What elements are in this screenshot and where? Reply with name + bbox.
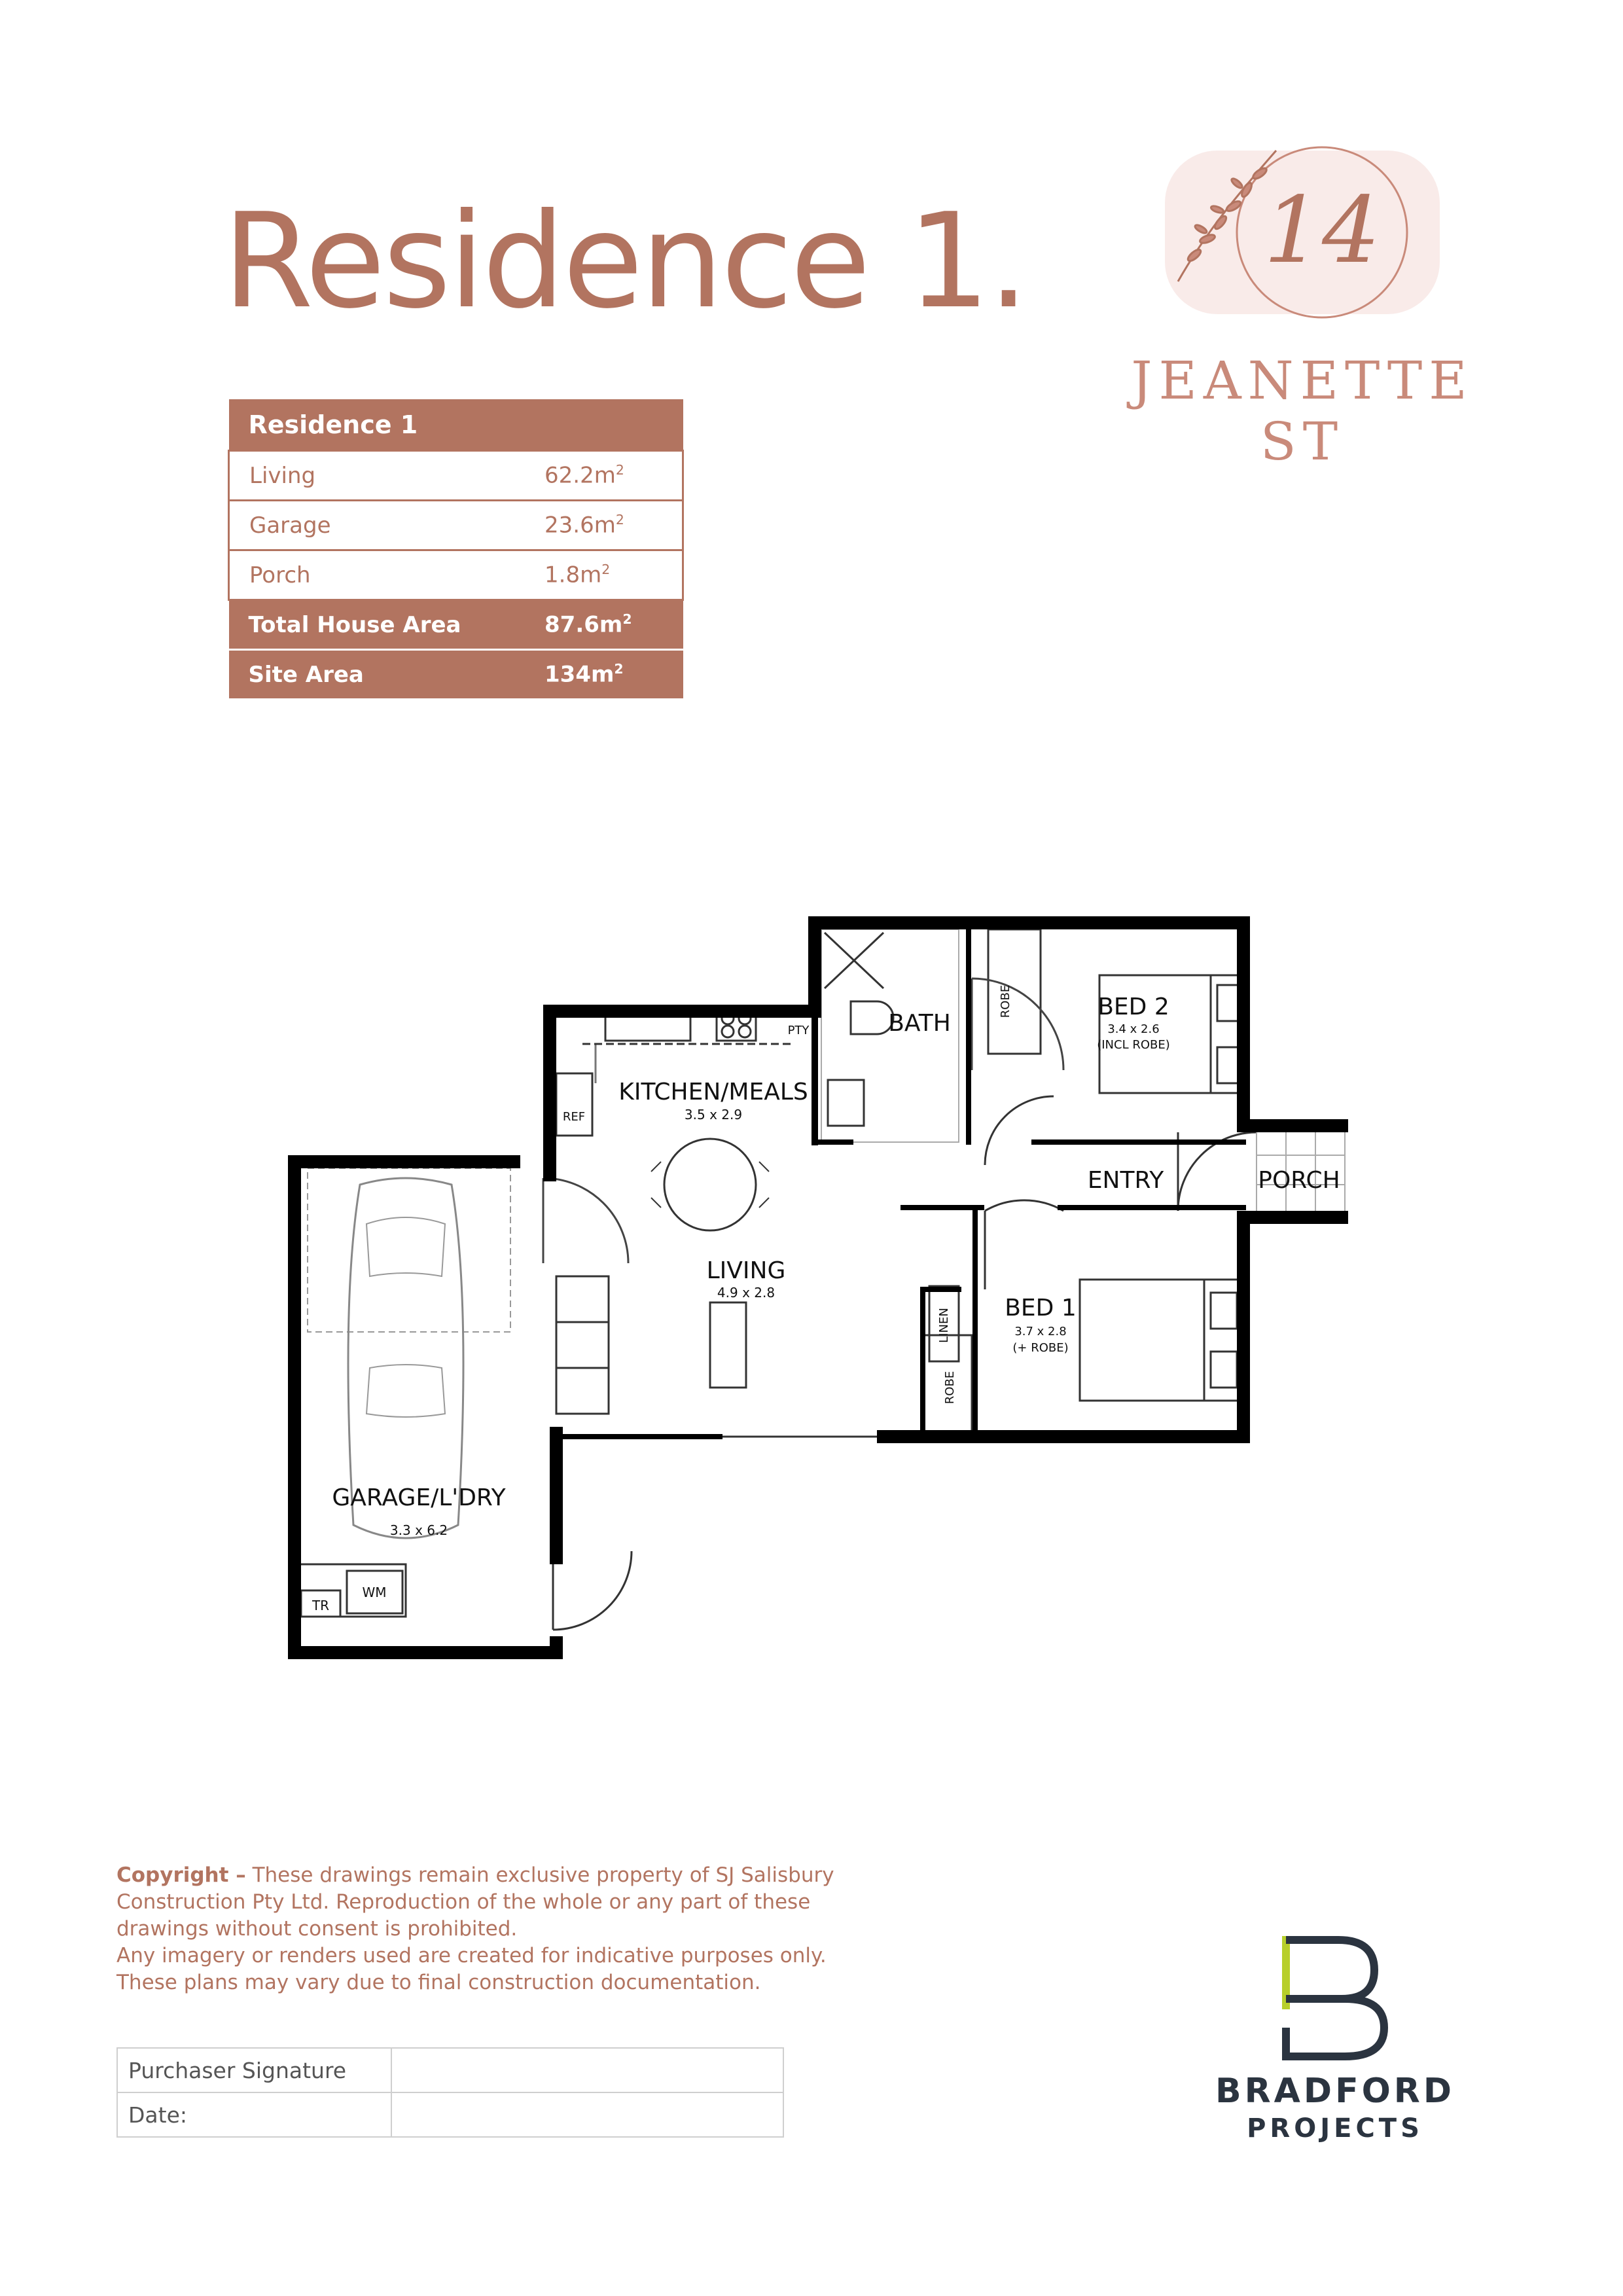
fixture-label-wm: WM [362,1585,387,1600]
fixture-label-linen: LINEN [937,1308,951,1343]
table-row [229,501,683,550]
room-dims-kitchen: 3.5 x 2.9 [684,1107,743,1122]
room-label-bed2: BED 2 [1097,994,1169,1020]
fixture-label-robe-bed2: ROBE [999,984,1012,1018]
floor-plan [275,910,1348,1669]
table-row [229,550,683,600]
table-row-site [229,650,683,700]
row-label: Site Area [229,650,526,700]
room-label-entry: ENTRY [1087,1167,1164,1194]
room-label-porch: PORCH [1258,1167,1340,1194]
row-value: $87.6m^2$ [525,600,683,650]
row-value: $62.2m^2$ [525,451,683,501]
room-dims-garage: 3.3 x 6.2 [389,1522,448,1538]
room-label-garage: GARAGE/L'DRY [332,1484,506,1511]
row-label: Living [229,451,526,501]
room-label-bed1: BED 1 [1005,1295,1077,1321]
logo-number: 14 [1263,177,1381,284]
bradford-logo-mark [1279,1936,1391,2060]
room-label-living: LIVING [706,1257,786,1284]
fixture-label-ref: REF [562,1110,586,1124]
copyright-label: Copyright – [116,1863,246,1887]
area-schedule-table [228,399,684,700]
row-value: $23.6m^2$ [525,501,683,550]
room-dims-bed2: 3.4 x 2.6 [1107,1022,1160,1036]
copyright-notice [116,1862,836,1996]
table-row [229,451,683,501]
fixture-label-tr: TR [312,1598,330,1613]
company-name-line2: PROJECTS [1247,2113,1423,2144]
room-dims-living: 4.9 x 2.8 [717,1285,776,1300]
row-label: Porch [229,550,526,600]
row-value: $134m^2$ [525,650,683,700]
table-header-row [229,399,683,451]
disclaimer-text: Any imagery or renders used are created for indicative purposes only. These plans may vary due to final construction documentation. [116,1944,827,1994]
room-note-bed2: (INCL ROBE) [1097,1038,1170,1052]
company-name-line1: BRADFORD [1215,2072,1455,2111]
room-dims-bed1: 3.7 x 2.8 [1014,1325,1067,1338]
wall-outline [294,923,1342,1653]
bradford-projects-wordmark [1198,2072,1472,2144]
table-row-total [229,600,683,650]
copyright-text: These drawings remain exclusive property of SJ Salisbury Construction Pty Ltd. Reproduction of the whole or any part of these drawings without consent is prohibited. [116,1863,834,1941]
date-field[interactable] [391,2092,783,2137]
fixture-label-pty: PTY [787,1024,810,1037]
signature-field[interactable] [391,2048,783,2092]
date-row [117,2092,783,2137]
logo-street-name: JEANETTE ST [1131,350,1474,472]
signature-table [116,2047,784,2138]
room-note-bed1: (+ ROBE) [1012,1341,1069,1355]
row-value: $1.8m^2$ [525,550,683,600]
fixture-linework [298,928,1345,1630]
signature-row [117,2048,783,2092]
room-labels [312,985,1340,1613]
table-heading: Residence 1 [229,399,683,451]
page-title: Residence 1. [223,185,1027,338]
room-label-kitchen: KITCHEN/MEALS [618,1079,808,1105]
room-label-bath: BATH [888,1010,951,1037]
fixture-label-robe-bed1: ROBE [943,1371,957,1405]
date-label: Date: [117,2092,391,2137]
row-label: Garage [229,501,526,550]
signature-label: Purchaser Signature [117,2048,391,2092]
row-label: Total House Area [229,600,526,650]
